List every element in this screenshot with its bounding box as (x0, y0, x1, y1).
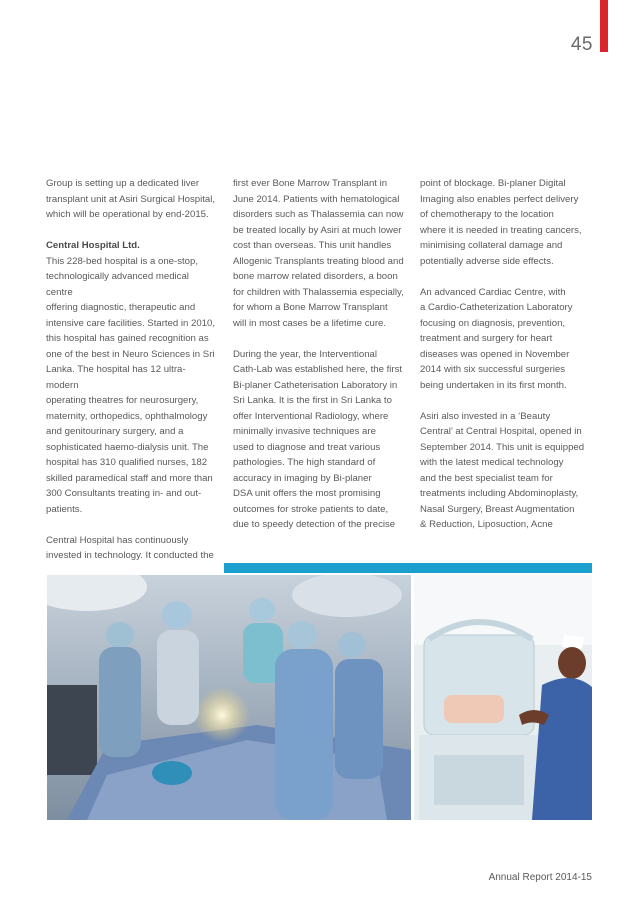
text-line: Allogenic Transplants treating blood and (233, 255, 404, 267)
text-line: and the best specialist team for (420, 472, 553, 484)
nurse-incubator-photo (414, 575, 592, 820)
text-line: Central Hospital has continuously (46, 534, 189, 546)
text-line: Lanka. The hospital has 12 ultra-modern (46, 364, 186, 391)
text-line: June 2014. Patients with hematological (233, 193, 400, 205)
text-line: This 228-bed hospital is a one-stop, (46, 255, 198, 267)
paragraph (420, 176, 592, 269)
text-line: with the latest medical technology (420, 457, 564, 468)
paragraph (46, 533, 218, 564)
text-line: Imaging also enables perfect delivery (420, 193, 579, 205)
text-line: Nasal Surgery, Breast Augmentation (420, 503, 575, 515)
text-line: invested in technology. It conducted the (46, 550, 214, 561)
text-line: September 2014. This unit is equipped (420, 441, 585, 453)
footer-report-title: Annual Report 2014-15 (488, 872, 592, 883)
text-line: first ever Bone Marrow Transplant in (233, 178, 388, 189)
text-line: Sri Lanka. It is the first in Sri Lanka to (233, 395, 392, 406)
paragraph (420, 285, 592, 394)
text-line: offering diagnostic, therapeutic and (46, 302, 196, 313)
text-line: 2014 with six successful surgeries (420, 364, 566, 375)
text-line: maternity, orthopedics, ophthalmology (46, 410, 208, 422)
text-line: sophisticated haemo-dialysis unit. The (46, 441, 209, 453)
text-line: and genitourinary surgery, and a (46, 426, 184, 437)
text-line: outcomes for stroke patients to date, (233, 503, 389, 515)
text-line: 300 Consultants treating in- and out- (46, 488, 202, 499)
text-line: due to speedy detection of the precise (233, 519, 396, 530)
text-line: & Reduction, Liposuction, Acne (420, 519, 553, 530)
accent-bar (600, 0, 608, 52)
text-line: minimising collateral damage and (420, 240, 563, 251)
paragraph (46, 254, 218, 518)
text-line: operating theatres for neurosurgery, (46, 395, 199, 406)
text-column-1 (46, 176, 218, 564)
text-line: transplant unit at Asiri Surgical Hospital, (46, 193, 216, 205)
page-number: 45 (570, 34, 593, 55)
text-line: DSA unit offers the most promising (233, 488, 381, 499)
text-line: skilled paramedical staff and more than (46, 472, 213, 484)
text-line: Central’ at Central Hospital, opened in (420, 426, 582, 437)
text-line: which will be operational by end-2015. (46, 209, 209, 220)
text-line: offer Interventional Radiology, where (233, 410, 389, 422)
text-line: An advanced Cardiac Centre, with (420, 286, 566, 298)
text-line: Cath-Lab was established here, the first (233, 364, 403, 375)
text-line: this hospital has gained recognition as (46, 333, 209, 344)
text-line: one of the best in Neuro Sciences in Sri (46, 348, 215, 360)
text-line: Bi-planer Catheterisation Laboratory in (233, 379, 398, 391)
text-line: for whom a Bone Marrow Transplant (233, 302, 388, 313)
text-column-3 (420, 176, 592, 533)
text-line: where it is needed in treating cancers, (420, 224, 582, 236)
text-line: cost than overseas. This unit handles (233, 240, 392, 251)
text-line: be treated locally by Asiri at much lower (233, 224, 402, 236)
text-line: used to diagnose and treat various (233, 441, 381, 453)
text-line: treatment and surgery for heart (420, 333, 553, 344)
text-line: minimally invasive techniques are (233, 426, 376, 437)
text-line: being undertaken in its first month. (420, 379, 567, 391)
text-line: During the year, the Interventional (233, 348, 377, 360)
text-line: Group is setting up a dedicated liver (46, 178, 200, 189)
text-line: focusing on diagnosis, prevention, (420, 317, 566, 329)
text-line: point of blockage. Bi-planer Digital (420, 178, 566, 189)
text-line: treatments including Abdominoplasty, (420, 488, 579, 499)
text-line: of chemotherapy to the location (420, 209, 554, 220)
text-line: Asiri also invested in a ‘Beauty (420, 410, 551, 422)
text-line: potentially adverse side effects. (420, 255, 554, 267)
text-line: pathologies. The high standard of (233, 457, 376, 468)
text-line: accuracy in imaging by Bi-planer (233, 472, 372, 484)
text-line: a Cardio-Catheterization Laboratory (420, 302, 573, 313)
text-line: hospital has 310 qualified nurses, 182 (46, 457, 208, 468)
section-heading: Central Hospital Ltd. (46, 240, 140, 251)
paragraph (233, 176, 405, 331)
text-line: bone marrow related disorders, a boon (233, 271, 398, 282)
text-line: patients. (46, 503, 83, 515)
paragraph (46, 176, 218, 223)
text-line: technologically advanced medical centre (46, 271, 189, 298)
text-column-2 (233, 176, 405, 533)
blue-accent-strip (224, 563, 592, 573)
paragraph (233, 347, 405, 533)
text-line: for children with Thalassemia especially, (233, 286, 404, 298)
surgical-team-photo (47, 575, 411, 820)
paragraph (420, 409, 592, 533)
text-line: intensive care facilities. Started in 2010, (46, 317, 216, 329)
text-line: will in most cases be a lifetime cure. (233, 317, 387, 329)
text-line: disorders such as Thalassemia can now (233, 209, 404, 220)
text-line: diseases was opened in November (420, 348, 570, 360)
